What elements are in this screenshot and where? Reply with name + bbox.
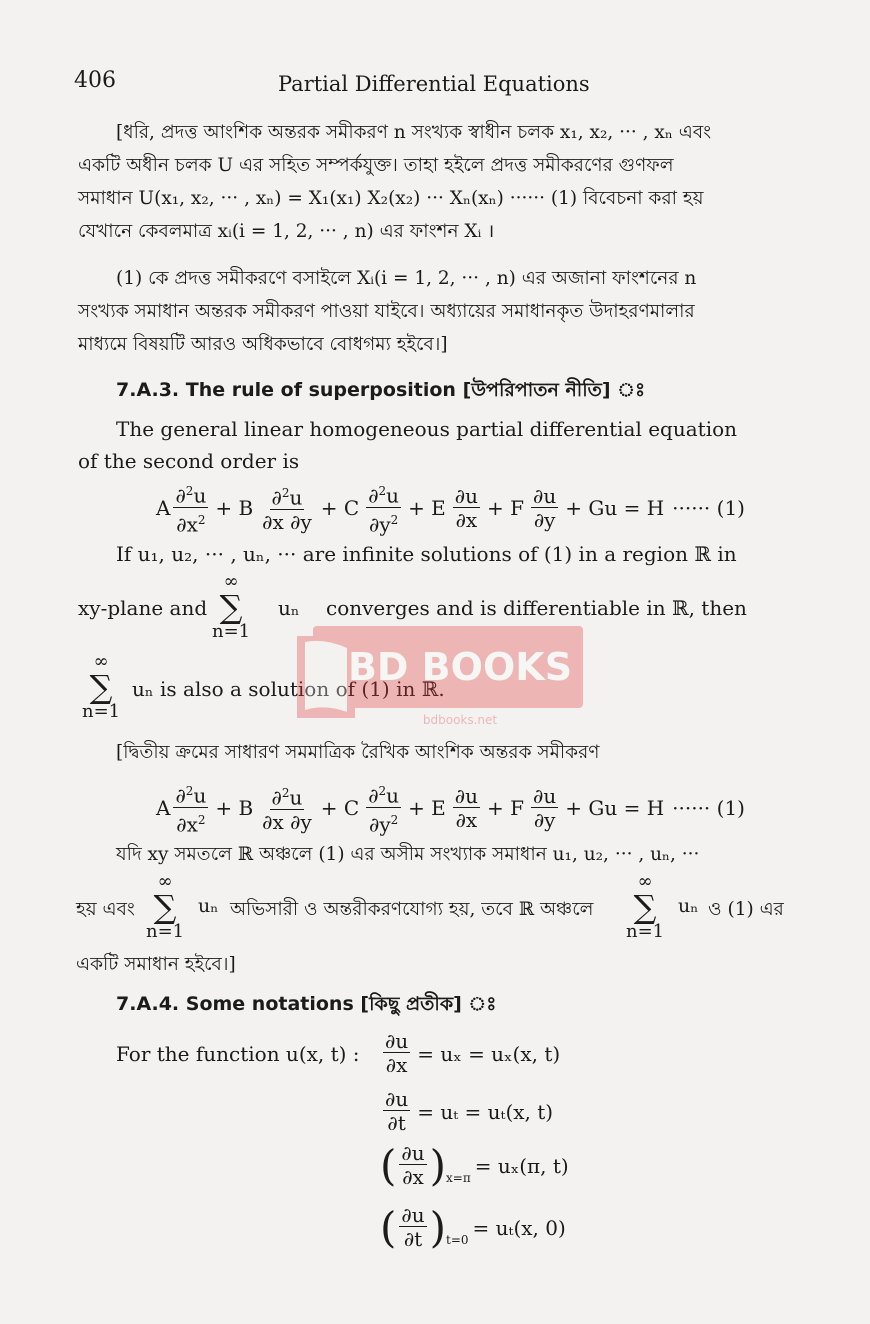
bangla-line3-b: অভিসারী ও অন্তরীকরণযোগ্য হয়, তবে ℝ অঞ্চলে (230, 899, 594, 920)
sum-symbol-2: ∞ ∑ n=1 (82, 651, 121, 722)
sum-symbol-3: ∞ ∑ n=1 (146, 871, 185, 942)
pde-equation-repeat: A $\frac{\partial^2u}{\partial x^2}$ + B $\frac{\partial^2u}{\partial x \partial y}$ + C $\frac{\partial^2u}{\partial y^2}$ + E $\frac{\partial u}{\partial x}$ + F $\frac{\partial u}{\partial y}$ + Gu = H ······ (1) (156, 780, 749, 836)
section2-title-bangla: [কিছু প্রতীক] ঃ (360, 993, 497, 1015)
watermark-url: bdbooks.net (422, 713, 498, 727)
sum-lower-4: n=1 (626, 921, 665, 942)
equation-label: ······ (1) (672, 496, 745, 521)
intro2-line-3: মাধ্যমে বিষয়টি আরও অধিকভাবে বোধগম্য হইবে।] (78, 334, 448, 355)
if-line: If u₁, u₂, ··· , uₙ, ··· are infinite solutions of (1) in a region ℝ in (116, 542, 737, 566)
sum-term-1: uₙ (278, 596, 300, 620)
notation-ut: $\frac{\partial u}{\partial t}$ = uₜ = uₜ(x, t) (385, 1087, 554, 1135)
section2-title: 7.A.4. Some notations (116, 993, 354, 1015)
intro-line-3: সমাধান U(x₁, x₂, ··· , xₙ) = X₁(x₁) X₂(x₂) ··· Xₙ(xₙ) ······ (1) বিবেচনা করা হয় (78, 188, 704, 209)
bangla-line3-a: হয় এবং (76, 899, 135, 920)
notation-ux-pi: ( $\frac{\partial u}{\partial x}$ ) x=π = uₓ(π, t) (380, 1140, 569, 1190)
bangla-line3-c: ও (1) এর (708, 899, 784, 920)
sum-upper-2: ∞ (93, 651, 109, 672)
notation-4-sub: t=0 (446, 1233, 469, 1247)
superposition-if (78, 538, 790, 570)
page-number: 406 (74, 68, 116, 93)
intro-line-1: [ধরি, প্রদত্ত আংশিক অন্তরক সমীকরণ n সংখ্যক স্বাধীন চলক x₁, x₂, ··· , xₙ এবং (116, 122, 712, 143)
notation-ut-0: ( $\frac{\partial u}{\partial t}$ ) t=0 = uₜ(x, 0) (380, 1202, 566, 1252)
sum-term-3: uₙ (198, 895, 219, 917)
notation-4-text: = uₜ(x, 0) (472, 1215, 566, 1240)
superposition-bangla-2 (78, 838, 790, 871)
superposition-intro-line-1: The general linear homogeneous partial differential equation (116, 417, 738, 441)
bangla-line4: একটি সমাধান হইবে।] (76, 954, 236, 975)
bangla-superposition-line-2: যদি xy সমতলে ℝ অঞ্চলে (1) এর অসীম সংখ্যাক সমাধান u₁, u₂, ··· , uₙ, ··· (116, 844, 700, 865)
watermark-brand: BD BOOKS (347, 645, 573, 689)
superposition-intro-line-2: of the second order is (78, 449, 300, 473)
sum-lower-2: n=1 (82, 701, 121, 722)
equation-label-repeat: ······ (1) (672, 796, 745, 821)
superposition-bangla-1 (78, 736, 790, 769)
sum-lower-1: n=1 (212, 621, 251, 642)
sum-term-4: uₙ (678, 895, 699, 917)
pde-equation: A $\frac{\partial^2u}{\partial x^2}$ + B $\frac{\partial^2u}{\partial x \partial y}$ + C $\frac{\partial^2u}{\partial y^2}$ + E $\frac{\partial u}{\partial x}$ + F $\frac{\partial u}{\partial y}$ + Gu = H ······ (1) (156, 480, 749, 536)
superposition-intro (78, 413, 790, 477)
section-title-bangla: [উপরিপাতন নীতি] ঃ (462, 379, 646, 401)
intro-paragraph-2 (78, 262, 790, 361)
running-header: Partial Differential Equations (278, 72, 590, 96)
xy-prefix: xy-plane and (78, 596, 208, 620)
intro-line-2: একটি অধীন চলক U এর সহিত সম্পর্কযুক্ত। তাহা হইলে প্রদত্ত সমীকরণের গুণফল (78, 155, 674, 176)
sum-lower-3: n=1 (146, 921, 185, 942)
intro-line-4: যেখানে কেবলমাত্র xᵢ(i = 1, 2, ··· , n) এর ফাংশন Xᵢ । (78, 221, 495, 242)
notation-1-text: = uₓ = uₓ(x, t) (417, 1041, 561, 1066)
intro2-line-1: (1) কে প্রদত্ত সমীকরণে বসাইলে Xᵢ(i = 1, 2, ··· , n) এর অজানা ফাংশনের n (116, 268, 697, 289)
section-heading-superposition (116, 376, 645, 408)
intro-paragraph (78, 116, 790, 248)
bdbooks-watermark (295, 618, 585, 730)
sum-symbol-4: ∞ ∑ n=1 (626, 871, 665, 942)
notation-lead: For the function u(x, t) : (116, 1042, 360, 1066)
section-title: 7.A.3. The rule of superposition (116, 379, 456, 401)
notation-3-sub: x=π (446, 1171, 471, 1185)
sum-upper-1: ∞ (223, 571, 239, 592)
notation-2-text: = uₜ = uₜ(x, t) (417, 1099, 554, 1124)
also-solution-text: is also a solution of (1) in ℝ. (160, 677, 445, 701)
bangla-superposition-line-1: [দ্বিতীয় ক্রমের সাধারণ সমমাত্রিক রৈখিক আংশিক অন্তরক সমীকরণ (116, 742, 600, 763)
sum-upper-3: ∞ (157, 871, 173, 892)
section-heading-notations (116, 990, 496, 1022)
sum-term-2: uₙ (132, 677, 154, 701)
notation-ux: $\frac{\partial u}{\partial x}$ = uₓ = uₓ(x, t) (385, 1029, 561, 1077)
intro2-line-2: সংখ্যক সমাধান অন্তরক সমীকরণ পাওয়া যাইবে। অধ্যায়ের সমাধানকৃত উদাহরণমালার (78, 301, 695, 322)
xy-suffix: converges and is differentiable in ℝ, then (326, 596, 747, 620)
notation-3-text: = uₓ(π, t) (474, 1153, 569, 1178)
sum-symbol-1: ∞ ∑ n=1 (212, 571, 251, 642)
sum-upper-4: ∞ (637, 871, 653, 892)
